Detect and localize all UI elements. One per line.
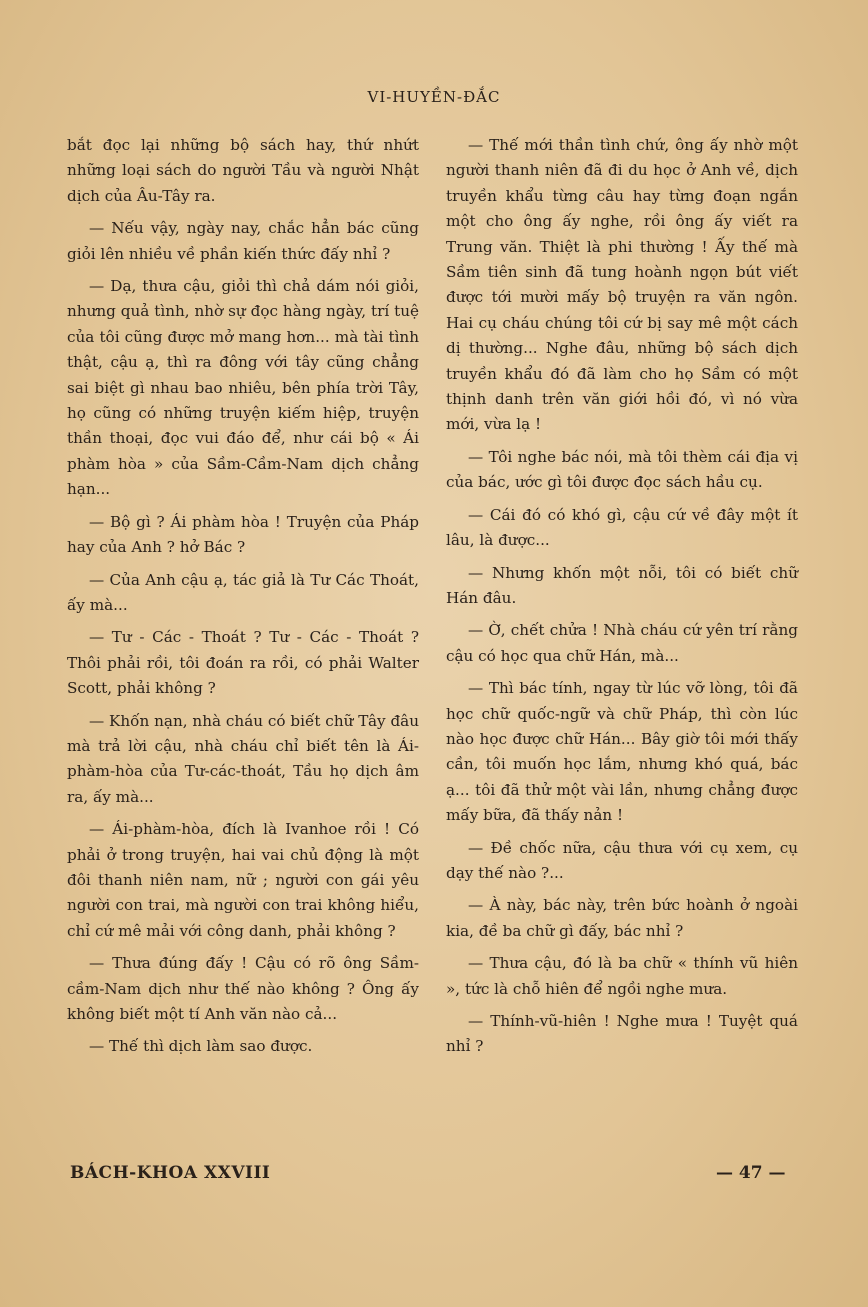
paragraph: — Thưa cậu, đó là ba chữ « thính vũ hiên », tức là chỗ hiên để ngồi nghe mưa. [446,954,798,998]
paragraph: — Dạ, thưa cậu, giỏi thì chả dám nói giỏi, nhưng quả tình, nhờ sự đọc hàng ngày, trí tuệ của tôi cũng được mở mang hơn... mà tài tình thật, cậu ạ, thì ra đông với tây cũng chẳng sai biệt gì nhau bao nhiêu, bên phía trời Tây, họ cũng có những truyện kiếm hiệp, truyện thần thoại, đọc vui đáo để, như cái bộ « Ái phàm hòa » của Sầm-Cầm-Nam dịch chẳng hạn... [67,277,419,499]
paragraph: — Nếu vậy, ngày nay, chắc hẳn bác cũng giỏi lên nhiều về phần kiến thức đấy nhỉ ? [67,219,419,263]
paragraph: — Thế thì dịch làm sao được. [89,1037,313,1056]
journal-footer: BÁCH-KHOA XXVIII [70,1163,271,1183]
paragraph: — Thính-vũ-hiên ! Nghe mưa ! Tuyệt quá nhỉ ? [446,1012,798,1056]
left-column [67,133,419,1067]
paragraph: — Tôi nghe bác nói, mà tôi thèm cái địa vị của bác, ước gì tôi được đọc sách hầu cụ. [446,447,798,492]
paragraph: — Ờ, chết chửa ! Nhà cháu cứ yên trí rằng cậu có học qua chữ Hán, mà... [446,621,798,665]
paragraph: — Bộ gì ? Ái phàm hòa ! Truyện của Pháp hay của Anh ? hở Bác ? [67,512,419,557]
right-column [446,133,798,1067]
paragraph: — Ái-phàm-hòa, đích là Ivanhoe rồi ! Có phải ở trong truyện, hai vai chủ động là một đôi thanh niên nam, nữ ; người con gái yêu người con trai, mà người con trai không hiểu, chỉ cứ mê mải với công danh, phải không ? [67,820,419,940]
paragraph: — À này, bác này, trên bức hoành ở ngoài kia, đề ba chữ gì đấy, bác nhỉ ? [446,896,798,940]
paragraph: — Nhưng khốn một nỗi, tôi có biết chữ Hán đâu. [446,563,798,607]
paragraph: — Thưa đúng đấy ! Cậu có rõ ông Sầm-cầm-Nam dịch như thế nào không ? Ông ấy không biết một tí Anh văn nào cả... [67,954,419,1023]
paragraph: — Đề chốc nữa, cậu thưa với cụ xem, cụ dạy thế nào ?... [446,838,798,882]
paragraph: — Của Anh cậu ạ, tác giả là Tư Các Thoát, ấy mà... [67,570,419,614]
paragraph: — Thì bác tính, ngay từ lúc vỡ lòng, tôi đã học chữ quốc-ngữ và chữ Pháp, thì còn lúc nào học được chữ Hán... Bây giờ tôi mới thấy cần, tôi muốn học lắm, nhưng khó quá, bác ạ... tôi đã thử một vài lần, nhưng chẳng được mấy bữa, đã thấy nản ! [446,679,798,825]
paragraph: — Khốn nạn, nhà cháu có biết chữ Tây đâu mà trả lời cậu, nhà cháu chỉ biết tên là Ái-phàm-hòa của Tư-các-thoát, Tầu họ dịch âm ra, ấy mà... [67,711,419,806]
paragraph: bắt đọc lại những bộ sách hay, thứ nhứt những loại sách do người Tầu và người Nhật dịch của Âu-Tây ra. [67,136,419,205]
paragraph: — Cái đó có khó gì, cậu cứ về đây một ít lâu, là được... [446,505,798,550]
paragraph: — Tư - Các - Thoát ? Tư - Các - Thoát ? Thôi phải rồi, tôi đoán ra rồi, có phải Walter Scott, phải không ? [67,628,419,698]
running-title: VI-HUYỀN-ĐẮC [367,88,501,106]
paragraph: — Thế mới thần tình chứ, ông ấy nhờ một người thanh niên đã đi du học ở Anh về, dịch truyền khẩu từng câu hay từng đoạn ngắn một cho ông ấy nghe, rồi ông ấy viết ra Trung văn. Thiệt là phi thường ! Ấy thế mà Sầm tiên sinh đã tung hoành ngọn bút viết được tới mười mấy bộ truyện ra văn ngôn. Hai cụ cháu chúng tôi cứ bị say mê một cách dị thường... Nghe đâu, những bộ sách dịch truyền khẩu đó đã làm cho họ Sầm có một thịnh danh trên văn giới hồi đó, vì nó vừa mới, vừa lạ ! [446,136,798,434]
page-number: — 47 — [716,1163,786,1183]
